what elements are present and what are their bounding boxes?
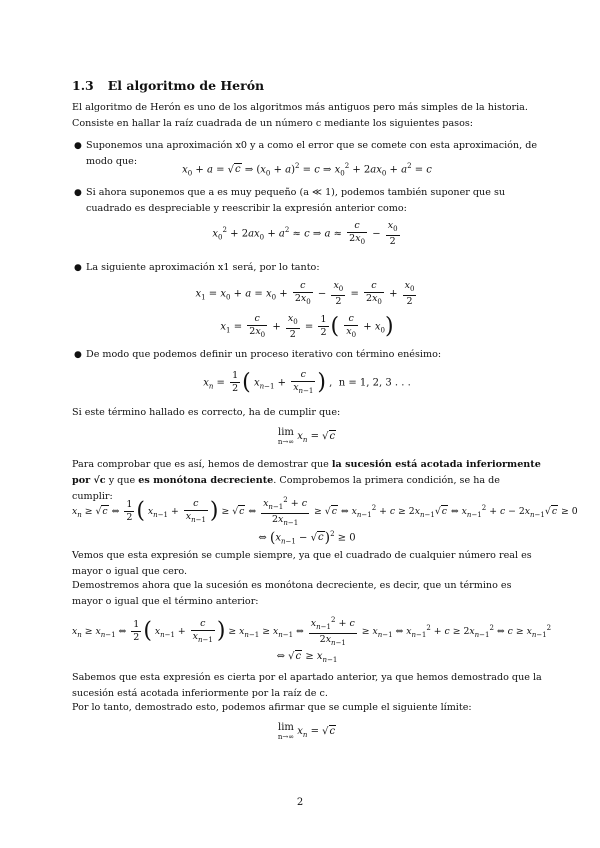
limit-equation-1: lim n→∞ $x_n = √c$ <box>277 427 336 446</box>
lim-sub: n→∞ <box>277 733 295 741</box>
bullet-icon: ● <box>74 141 82 151</box>
equation-4: $x_1$ = $\frac{c}{2x_0}$ + $\frac{x_0}{2}$ = $\frac{1}{2}$ ( $\frac{c}{x_0}$ + $x_0$) <box>220 313 394 340</box>
equation-9: ⇔ $√c \ge x_{n-1}$ <box>276 651 338 664</box>
prove-text-3: . Comprobemos la primera condición, se ha de cumplir: <box>72 475 500 502</box>
prove-text-1: Para comprobar que es así, hemos de demostrar que <box>72 459 332 470</box>
prove-text-2: y que <box>105 475 139 486</box>
limit-equation-2: lim n→∞ $x_n = √c$ <box>277 722 336 741</box>
section-number: 1.3 <box>72 78 94 93</box>
bullet-text-4: De modo que podemos definir un proceso iterativo con término enésimo: <box>86 349 442 360</box>
true-paragraph: Sabemos que esta expresión es cierta por el apartado anterior, ya que hemos demostrado que la sucesión está acotada inferiormente por la raíz de c. <box>72 672 542 699</box>
bullet-item-4 <box>74 347 542 363</box>
equation-1: $x_0 + a = √c$ ⇒ $(x_0 + a)^2 = c$ ⇒ $x_0^2 + 2ax_0 + a^2 = c$ <box>182 162 432 178</box>
bullet-text-2: Si ahora suponemos que a es muy pequeño (a ≪ 1), podemos también suponer que su cuadrado es despreciable y reescribir la expresión anterior como: <box>86 187 506 214</box>
section-heading <box>72 78 264 93</box>
equation-5: $x_n$ = $\frac{1}{2}$ ( $x_{n-1}$ + $\frac{c}{x_{n-1}}$ ) , n = 1, 2, 3 . . . <box>203 369 411 395</box>
equation-3: $x_1 = x_0 + a = x_0$ + $\frac{c}{2x_0}$ − $\frac{x_0}{2}$ = $\frac{c}{2x_0}$ + $\frac{x_0}{2}$ <box>195 280 415 307</box>
bullet-icon: ● <box>74 188 82 198</box>
page-number: 2 <box>296 797 304 808</box>
bullet-text-3: La siguiente aproximación x1 será, por lo tanto: <box>86 262 320 273</box>
bullet-item-3 <box>74 260 542 276</box>
n-range: n = 1, 2, 3 . . . <box>338 377 411 389</box>
lim-sub: n→∞ <box>277 438 295 446</box>
bullet-icon: ● <box>74 263 82 273</box>
intro-paragraph: El algoritmo de Herón es uno de los algoritmos más antiguos pero más simples de la historia. Consiste en hallar la raíz cuadrada de un número c mediante los siguientes pasos: <box>72 102 528 129</box>
section-title: El algoritmo de Herón <box>107 78 265 93</box>
square-paragraph: Vemos que esta expresión se cumple siempre, ya que el cuadrado de cualquier número real es mayor o igual que cero. <box>72 550 532 577</box>
equation-8: $x_n \ge x_{n-1}$ ⇔ $\frac{1}{2}$ ( $x_{n-1}$ + $\frac{c}{x_{n-1}}$ ) ≥ $x_{n-1} \ge x_{n-1}$ ⇔ $\frac{x_{n-1}^2 + c}{2x_{n-1}}$ ≥ $x_{n-1}$ ⇔ $x_{n-1}^2 + c \ge 2x_{n-1}^2$ ⇔ $c \ge x_{n-1}^2$ <box>72 616 552 647</box>
conclusion-paragraph: Por lo tanto, demostrado esto, podemos afirmar que se cumple el siguiente límite: <box>72 702 472 713</box>
equation-7: ⇔ $(x_{n-1} - √c)^2 \ge 0$ <box>258 529 356 546</box>
equation-6: $x_n \ge √c$ ⇔ $\frac{1}{2}$ ( $x_{n-1}$ + $\frac{c}{x_{n-1}}$ ) ≥ √c ⇔ $\frac{x_{n-1}^2 + c}{2x_{n-1}}$ ≥ √c ⇔ $x_{n-1}^2 + c \ge 2x_{n-1}√c$ ⇔ $x_{n-1}^2 + c - 2x_{n-1}√c \ge 0$ <box>72 496 578 527</box>
bullet-icon: ● <box>74 350 82 360</box>
bullet-item-2 <box>74 185 542 217</box>
prove-bold-1: la sucesión está acotada inferiormente por √c <box>72 459 541 486</box>
equation-2: $x_0^2 + 2ax_0 + a^2 \approx c$ ⇒ a ≈ $\frac{c}{2x_0}$ − $\frac{x_0}{2}$ <box>212 220 398 247</box>
condition-text: Si este término hallado es correcto, ha de cumplir que: <box>72 407 341 418</box>
prove-bold-2: es monótona decreciente <box>138 475 274 486</box>
bullet-text-1: Suponemos una aproximación x0 y a como el error que se comete con esta aproximación, de modo que: <box>86 140 538 167</box>
monotone-paragraph: Demostremos ahora que la sucesión es monótona decreciente, es decir, que un término es mayor o igual que el término anterior: <box>72 580 512 607</box>
